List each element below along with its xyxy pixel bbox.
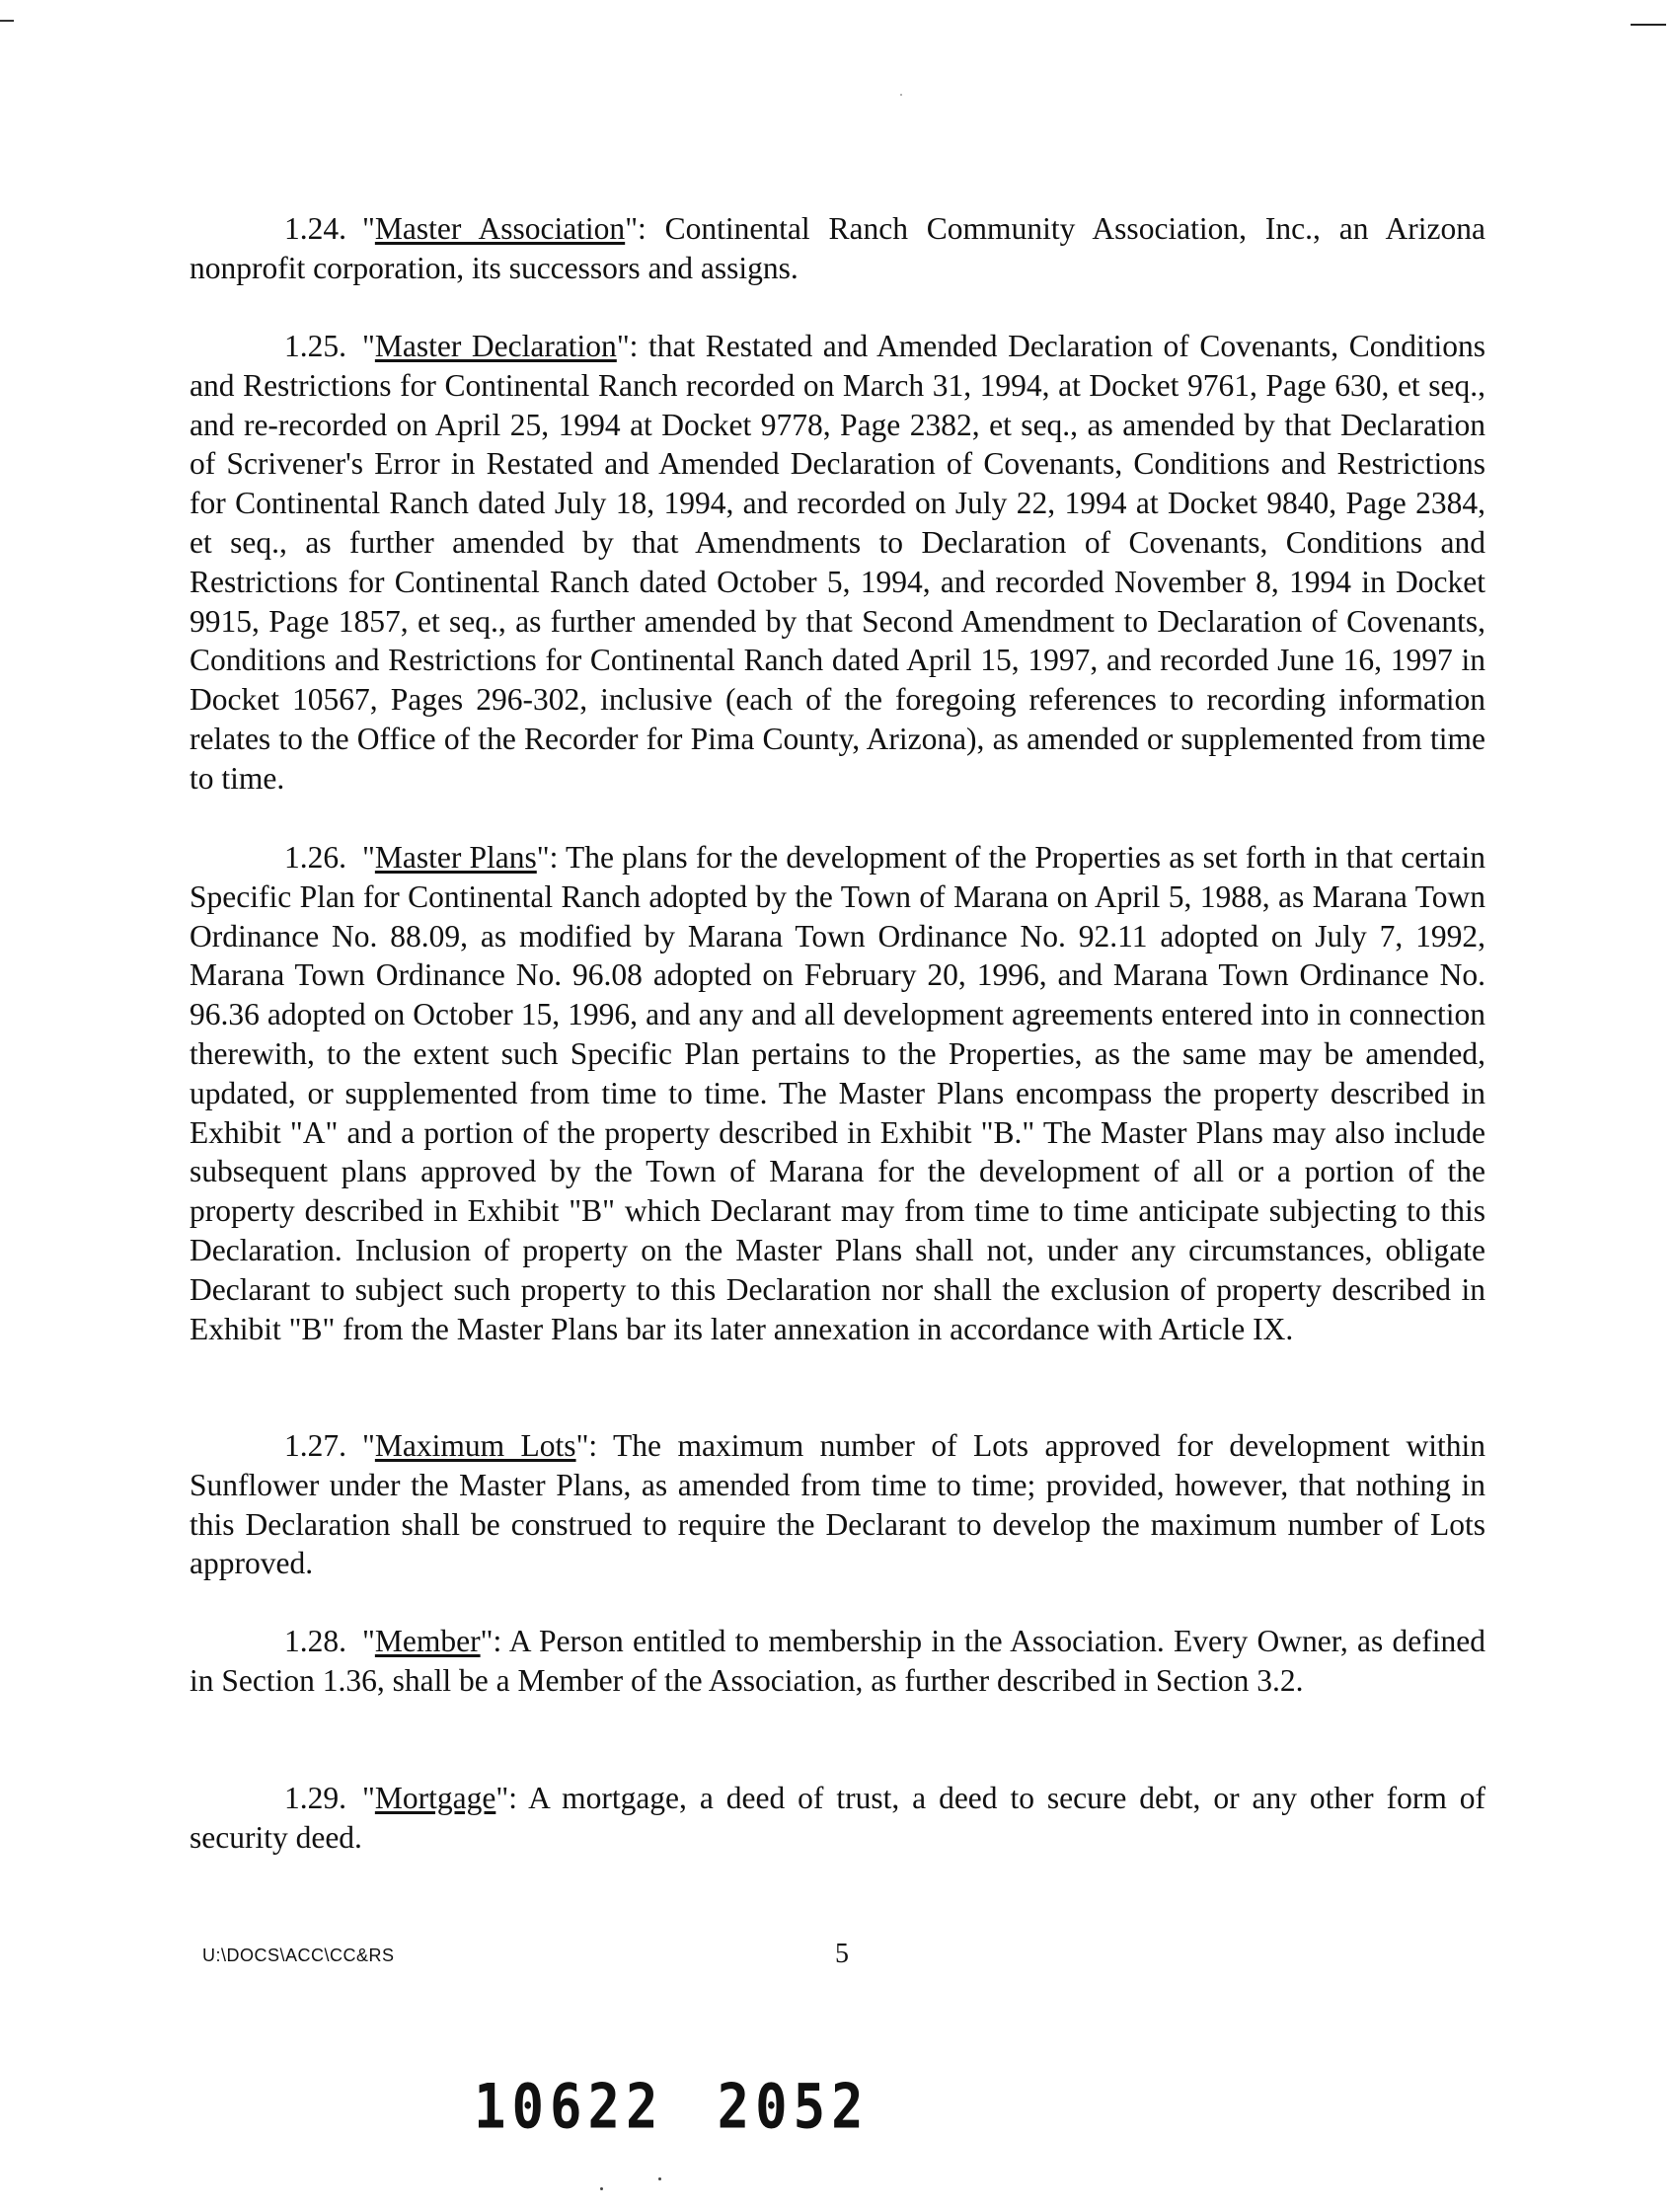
- section-number: 1.26.: [284, 840, 346, 875]
- scan-speck: [658, 2177, 661, 2180]
- footer-file-path: U:\DOCS\ACC\CC&RS: [202, 1945, 395, 1965]
- defined-term: Master Plans: [374, 840, 537, 875]
- recording-stamp: [474, 2071, 870, 2142]
- section-1-28: 1.28. "Member": A Person entitled to membership in the Association. Every Owner, as defined in Section 1.36, shall be a Member of the Association, as further described in Section 3.2.: [190, 1624, 1485, 1698]
- section-number: 1.25.: [284, 329, 346, 363]
- defined-term: Maximum Lots: [374, 1428, 576, 1463]
- section-number: 1.28.: [284, 1624, 346, 1658]
- section-number: 1.24.: [284, 211, 346, 246]
- page-number: 5: [835, 1939, 849, 1969]
- defined-term: Master Association: [374, 211, 626, 246]
- stamp-page: 2052: [717, 2071, 870, 2143]
- section-1-25: 1.25. "Master Declaration": that Restated and Amended Declaration of Covenants, Conditions and Restrictions for Continental Ranch recorded on March 31, 1994, at Docket 9761, Page 630, et seq., and re-recorded on April 25, 1994 at Docket 9778, Page 2382, et seq., as amended by that Declaration of Scrivener's Error in Restated and Amended Declaration of Covenants, Conditions and Restrictions for Continental Ranch dated July 18, 1994, and recorded on July 22, 1994 at Docket 9840, Page 2384, et seq., as further amended by that Amendments to Declaration of Covenants, Conditions and Restrictions for Continental Ranch dated October 5, 1994, and recorded November 8, 1994 in Docket 9915, Page 1857, et seq., as further amended by that Second Amendment to Declaration of Covenants, Conditions and Restrictions for Continental Ranch dated April 15, 1997, and recorded June 16, 1997 in Docket 10567, Pages 296-302, inclusive (each of the foregoing references to recording information relates to the Office of the Recorder for Pima County, Arizona), as amended or supplemented from time to time.: [190, 329, 1486, 796]
- section-text: : A Person entitled to membership in the Association. Every Owner, as defined in Section 1.36, shall be a Member of the Association, as further described in Section 3.2.: [190, 1624, 1485, 1698]
- section-text: : Continental Ranch Community Association, Inc., an Arizona nonprofit corporation, its successors and assigns.: [190, 211, 1486, 285]
- scan-edge-mark: [0, 20, 14, 22]
- section-1-24: 1.24. "Master Association": Continental Ranch Community Association, Inc., an Arizona nonprofit corporation, its successors and assigns.: [190, 211, 1486, 285]
- scan-edge-mark: [1631, 24, 1666, 26]
- stamp-docket: 10622: [474, 2071, 664, 2143]
- section-1-27: 1.27. "Maximum Lots": The maximum number of Lots approved for development within Sunflower under the Master Plans, as amended from time to time; provided, however, that nothing in this Declaration shall be construed to require the Declarant to develop the maximum number of Lots approved.: [190, 1428, 1485, 1581]
- defined-term: Master Declaration: [374, 329, 617, 363]
- section-text: : The plans for the development of the Properties as set forth in that certain Specific Plan for Continental Ranch adopted by the Town of Marana on April 5, 1988, as Marana Town Ordinance No. 88.09, as modified by Marana Town Ordinance No. 92.11 adopted on July 7, 1992, Marana Town Ordinance No. 96.08 adopted on February 20, 1996, and Marana Town Ordinance No. 96.36 adopted on October 15, 1996, and any and all development agreements entered into in connection therewith, to the extent such Specific Plan pertains to the Properties, as the same may be amended, updated, or supplemented from time to time. The Master Plans encompass the property described in Exhibit "A" and a portion of the property described in Exhibit "B." The Master Plans may also include subsequent plans approved by the Town of Marana for the development of all or a portion of the property described in Exhibit "B" which Declarant may from time to time anticipate subjecting to this Declaration. Inclusion of property on the Master Plans shall not, under any circumstances, obligate Declarant to subject such property to this Declaration nor shall the exclusion of property described in Exhibit "B" from the Master Plans bar its later annexation in accordance with Article IX.: [190, 840, 1486, 1346]
- section-text: : that Restated and Amended Declaration of Covenants, Conditions and Restrictions for Continental Ranch recorded on March 31, 1994, at Docket 9761, Page 630, et seq., and re-recorded on April 25, 1994 at Docket 9778, Page 2382, et seq., as amended by that Declaration of Scrivener's Error in Restated and Amended Declaration of Covenants, Conditions and Restrictions for Continental Ranch dated July 18, 1994, and recorded on July 22, 1994 at Docket 9840, Page 2384, et seq., as further amended by that Amendments to Declaration of Covenants, Conditions and Restrictions for Continental Ranch dated October 5, 1994, and recorded November 8, 1994 in Docket 9915, Page 1857, et seq., as further amended by that Second Amendment to Declaration of Covenants, Conditions and Restrictions for Continental Ranch dated April 15, 1997, and recorded June 16, 1997 in Docket 10567, Pages 296-302, inclusive (each of the foregoing references to recording information relates to the Office of the Recorder for Pima County, Arizona), as amended or supplemented from time to time.: [190, 329, 1486, 796]
- section-text: : A mortgage, a deed of trust, a deed to secure debt, or any other form of security deed.: [190, 1781, 1485, 1855]
- section-text: : The maximum number of Lots approved for development within Sunflower under the Master Plans, as amended from time to time; provided, however, that nothing in this Declaration shall be construed to require the Declarant to develop the maximum number of Lots approved.: [190, 1428, 1485, 1581]
- defined-term: Member: [374, 1624, 481, 1658]
- section-1-29: 1.29. "Mortgage": A mortgage, a deed of trust, a deed to secure debt, or any other form of security deed.: [190, 1781, 1485, 1855]
- section-1-26: 1.26. "Master Plans": The plans for the development of the Properties as set forth in that certain Specific Plan for Continental Ranch adopted by the Town of Marana on April 5, 1988, as Marana Town Ordinance No. 88.09, as modified by Marana Town Ordinance No. 92.11 adopted on July 7, 1992, Marana Town Ordinance No. 96.08 adopted on February 20, 1996, and Marana Town Ordinance No. 96.36 adopted on October 15, 1996, and any and all development agreements entered into in connection therewith, to the extent such Specific Plan pertains to the Properties, as the same may be amended, updated, or supplemented from time to time. The Master Plans encompass the property described in Exhibit "A" and a portion of the property described in Exhibit "B." The Master Plans may also include subsequent plans approved by the Town of Marana for the development of all or a portion of the property described in Exhibit "B" which Declarant may from time to time anticipate subjecting to this Declaration. Inclusion of property on the Master Plans shall not, under any circumstances, obligate Declarant to subject such property to this Declaration nor shall the exclusion of property described in Exhibit "B" from the Master Plans bar its later annexation in accordance with Article IX.: [190, 840, 1486, 1346]
- defined-term: Mortgage: [374, 1781, 496, 1815]
- section-number: 1.29.: [284, 1781, 346, 1815]
- scan-speck: [600, 2187, 603, 2190]
- section-number: 1.27.: [284, 1428, 346, 1463]
- scan-speck: [900, 94, 902, 96]
